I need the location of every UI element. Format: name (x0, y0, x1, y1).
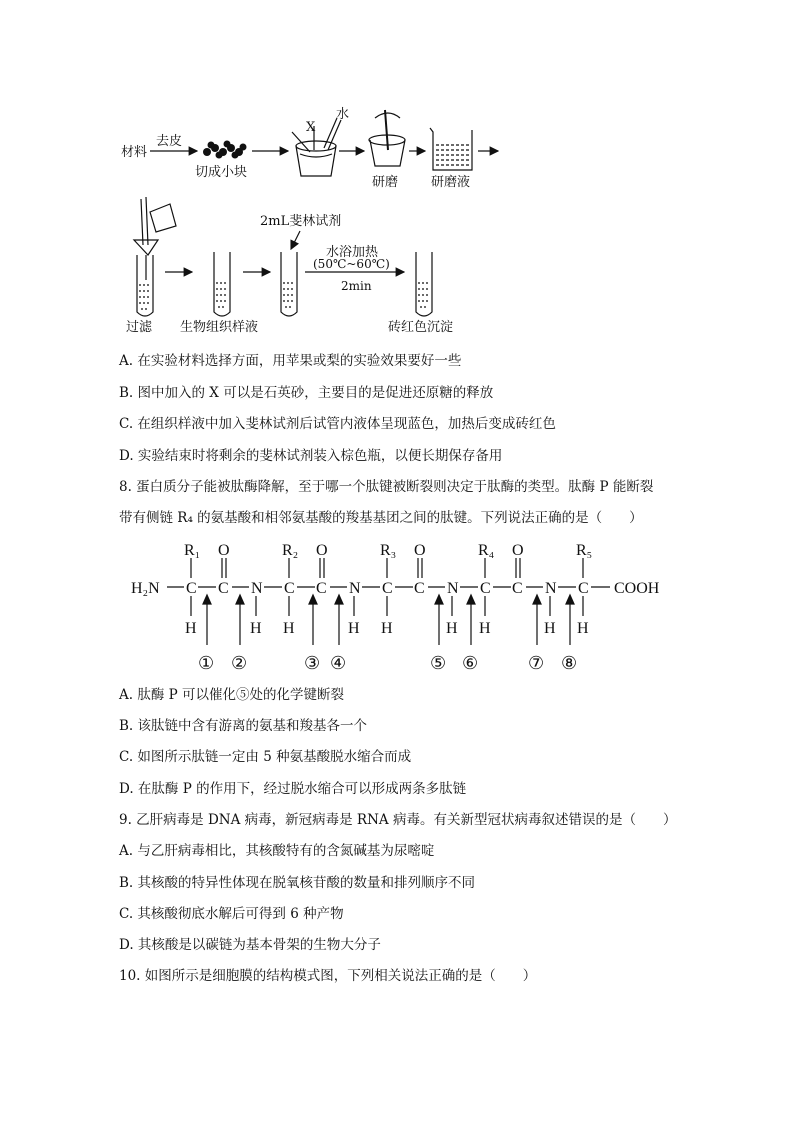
marker-1: ① (198, 653, 215, 673)
marker-6: ⑥ (462, 653, 479, 673)
label-bath: 水浴加热 (326, 245, 379, 260)
r-group-1: R₁ (184, 542, 201, 559)
label-precipitate: 砖红色沉淀 (388, 320, 454, 335)
amide-nitrogen-3: N (447, 580, 459, 597)
marker-8: ⑧ (561, 653, 578, 673)
alpha-carbon-5: C (578, 580, 589, 597)
carbonyl-carbon-3: C (414, 580, 425, 597)
label-cut: 切成小块 (195, 165, 248, 180)
hydrogen-2: H (250, 620, 262, 637)
q9-option-d: D. 其核酸是以碳链为基本骨架的生物大分子 (119, 937, 381, 953)
marker-3: ③ (304, 653, 321, 673)
hydrogen-6: H (446, 620, 458, 637)
label-temp: (50℃~60℃) (313, 257, 390, 271)
q9-stem: 9. 乙肝病毒是 DNA 病毒，新冠病毒是 RNA 病毒。有关新型冠状病毒叙述错误的是（ ） (119, 812, 677, 828)
carbonyl-carbon-2: C (316, 580, 327, 597)
marker-2: ② (231, 653, 248, 673)
marker-4: ④ (330, 653, 347, 673)
hydrogen-8: H (544, 620, 556, 637)
carbonyl-carbon-4: C (512, 580, 523, 597)
q8-option-c: C. 如图所示肽链一定由 5 种氨基酸脱水缩合而成 (119, 749, 412, 765)
label-material: 材料 (121, 145, 148, 160)
marker-5: ⑤ (430, 653, 447, 673)
alpha-carbon-1: C (186, 580, 197, 597)
q8-option-a: A. 肽酶 P 可以催化⑤处的化学键断裂 (119, 687, 344, 703)
hydrogen-4: H (348, 620, 360, 637)
r-group-2: R₂ (282, 542, 299, 559)
label-peel: 去皮 (156, 134, 183, 149)
label-reagent: 2mL斐林试剂 (260, 214, 342, 229)
hydrogen-9: H (577, 620, 589, 637)
label-sample: 生物组织样液 (180, 320, 259, 335)
oxygen-3: O (414, 542, 426, 559)
label-water: 水 (336, 107, 350, 122)
q8-option-b: B. 该肽链中含有游离的氨基和羧基各一个 (119, 718, 368, 734)
q8-stem-line1: 8. 蛋白质分子能被肽酶降解，至于哪一个肽键被断裂则决定于肽酶的类型。肽酶 P 能断裂 (119, 479, 654, 495)
q10-stem: 10. 如图所示是细胞膜的结构模式图，下列相关说法正确的是（ ） (119, 968, 537, 984)
oxygen-1: O (218, 542, 230, 559)
oxygen-4: O (512, 542, 524, 559)
r-group-3: R₃ (380, 542, 397, 559)
hydrogen-5: H (381, 620, 393, 637)
hydrogen-7: H (479, 620, 491, 637)
q7-option-d: D. 实验结束时将剩余的斐林试剂装入棕色瓶，以便长期保存备用 (119, 448, 503, 464)
q7-option-a: A. 在实验材料选择方面，用苹果或梨的实验效果要好一些 (119, 353, 462, 369)
q7-option-c: C. 在组织样液中加入斐林试剂后试管内液体呈现蓝色，加热后变成砖红色 (119, 416, 556, 432)
r-group-4: R₄ (478, 542, 495, 559)
q8-option-d: D. 在肽酶 P 的作用下，经过脱水缩合可以形成两条多肽链 (119, 781, 467, 797)
hydrogen-1: H (185, 620, 197, 637)
alpha-carbon-4: C (480, 580, 491, 597)
hydrogen-3: H (283, 620, 295, 637)
n-terminus: H₂N (131, 580, 160, 597)
label-filter: 过滤 (126, 320, 153, 335)
q9-option-b: B. 其核酸的特异性体现在脱氧核苷酸的数量和排列顺序不同 (119, 875, 476, 891)
q9-option-c: C. 其核酸彻底水解后可得到 6 种产物 (119, 906, 344, 922)
alpha-carbon-3: C (382, 580, 393, 597)
oxygen-2: O (316, 542, 328, 559)
amide-nitrogen-4: N (545, 580, 557, 597)
label-grind-liquid: 研磨液 (431, 175, 471, 190)
label-time: 2min (341, 279, 372, 293)
amide-nitrogen-2: N (349, 580, 361, 597)
label-x: X (306, 120, 316, 135)
c-terminus: COOH (614, 580, 660, 597)
amide-nitrogen-1: N (251, 580, 263, 597)
marker-7: ⑦ (528, 653, 545, 673)
alpha-carbon-2: C (284, 580, 295, 597)
q7-option-b: B. 图中加入的 X 可以是石英砂，主要目的是促进还原糖的释放 (119, 385, 494, 401)
q8-stem-line2: 带有侧链 R₄ 的氨基酸和相邻氨基酸的羧基基团之间的肽键。下列说法正确的是（ ） (119, 510, 643, 526)
label-grind: 研磨 (372, 175, 399, 190)
carbonyl-carbon-1: C (218, 580, 229, 597)
q9-option-a: A. 与乙肝病毒相比，其核酸特有的含氮碱基为尿嘧啶 (119, 843, 435, 859)
r-group-5: R₅ (576, 542, 593, 559)
